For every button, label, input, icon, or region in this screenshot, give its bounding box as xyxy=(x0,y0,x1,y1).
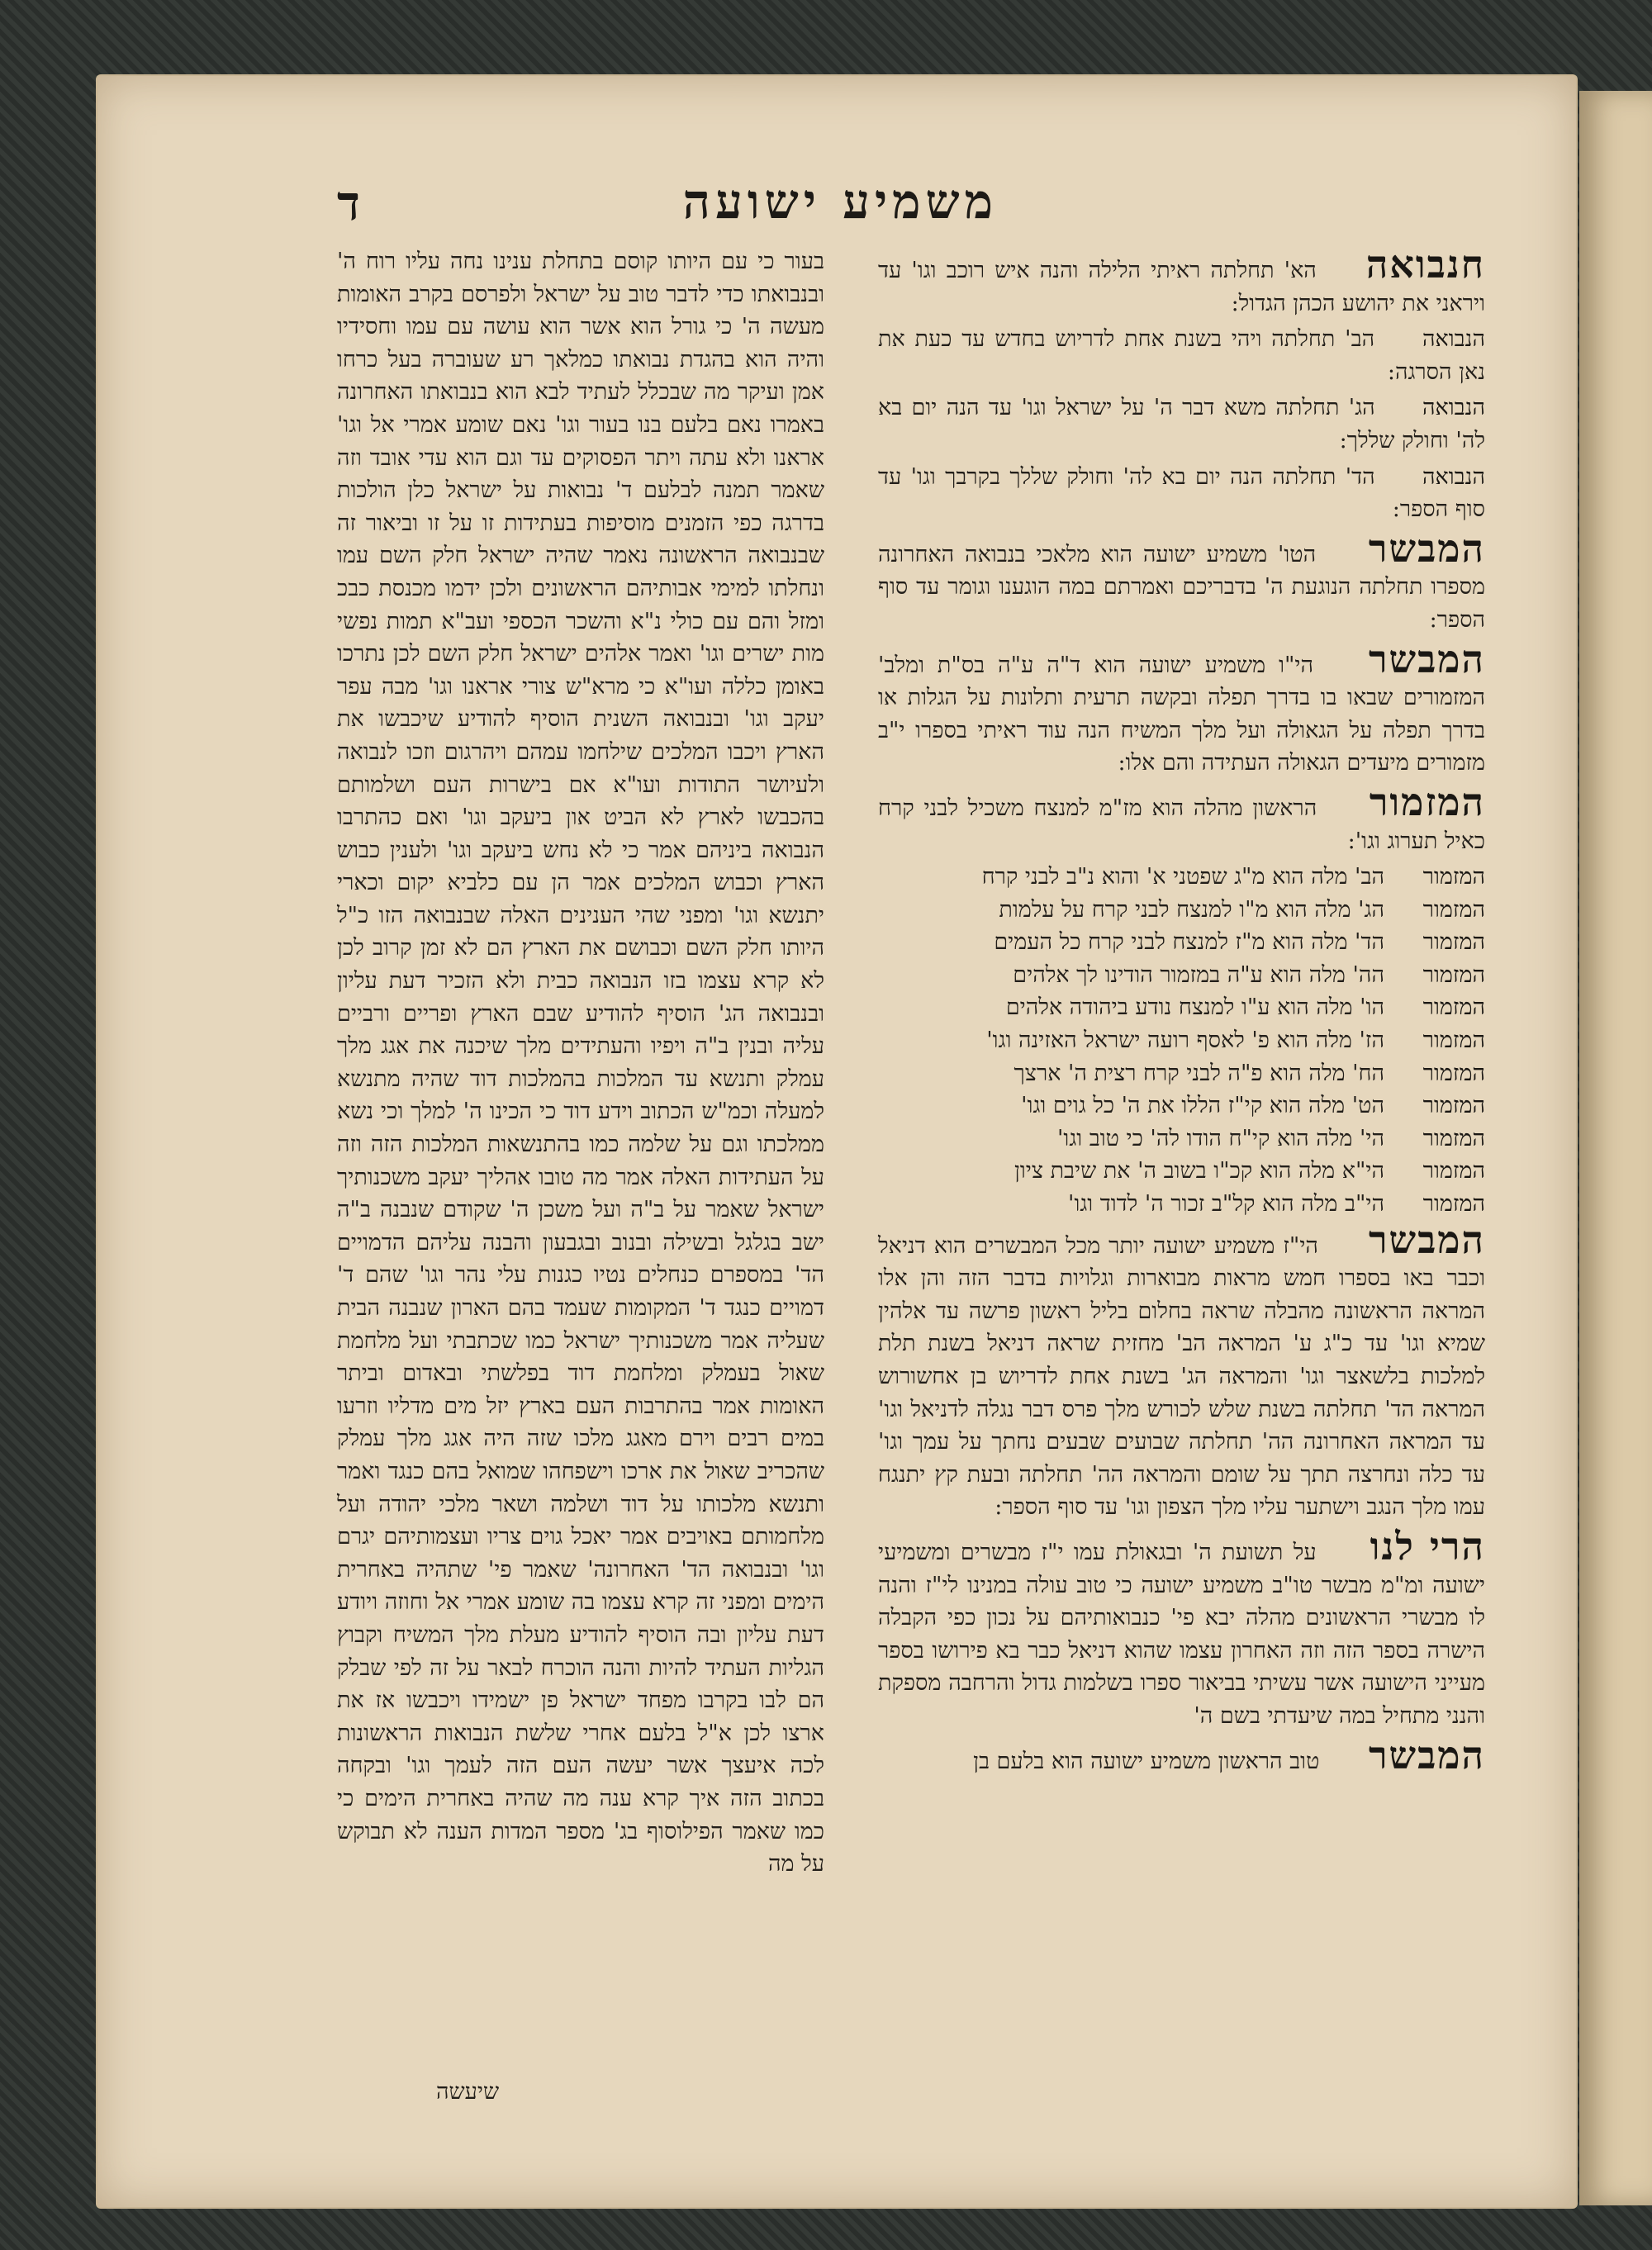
left-column xyxy=(337,245,824,1881)
entry-text: טוב הראשון משמיע ישועה הוא בלעם בן xyxy=(973,1748,1320,1774)
entry-label: הנבואה xyxy=(1422,395,1485,421)
entry-text: הי' מלה הוא קי"ח הודו לה' כי טוב וגו' xyxy=(1057,1125,1384,1151)
entry-text: הו' מלה הוא ע"ו למנצח נודע ביהודה אלהים xyxy=(1005,994,1384,1021)
mevaser-entry xyxy=(878,636,1485,780)
final-entry xyxy=(878,1732,1485,1778)
entry-label: המזמור xyxy=(1422,896,1485,923)
entry-text: הה' מלה הוא ע"ה במזמור הודינו לך אלהים xyxy=(1013,961,1384,988)
entry-text: הח' מלה הוא פ"ה לבני קרח רצית ה' ארצך xyxy=(1014,1060,1384,1086)
entry-text: הב' מלה הוא מ"ג שפטני א' והוא נ"ב לבני קרח xyxy=(981,864,1384,890)
psalm-entry xyxy=(878,861,1485,894)
entry-label: המזמור xyxy=(1422,1158,1485,1184)
section-label: המבשר xyxy=(1368,1217,1485,1262)
entry-text: הג' תחלתה משא דבר ה' על ישראל וגו' עד הנה יום בא לה' וחולק שללך: xyxy=(878,395,1485,453)
intro-entry xyxy=(878,242,1485,320)
entry-label: המזמור xyxy=(1422,1060,1485,1086)
entry-text: הג' מלה הוא מ"ו למנצח לבני קרח על עלמות xyxy=(999,896,1384,923)
psalm-entry xyxy=(878,1089,1485,1123)
facing-page-edge xyxy=(1579,91,1652,2205)
psalm-entry xyxy=(878,991,1485,1024)
entry-text: הי"ב מלה הוא קל"ב זכור ה' לדוד וגו' xyxy=(1068,1191,1384,1218)
running-title: משמיע ישועה xyxy=(682,173,998,230)
closing-entry xyxy=(878,1523,1485,1733)
entry-text: הד' תחלתה הנה יום בא לה' וחולק שללך בקרבך וגו' עד סוף הספר: xyxy=(878,463,1485,523)
entry-text: הי"ז משמיע ישועה יותר מכל המבשרים הוא דניאל וכבר באו בספרו חמש מראות מבוארות וגלויות בדבר הזה והן אלו המראה הראשונה מהבלה שראה בחלום בליל ראשון פרשה עד אלהין שמיא וגו' עד כ"ג ע' המראה הב' מחזית שראה דניאל בשנת תלת למלכות בלשאצר וגו' והמראה הג' בשנת אחת לדריוש בן אחשורוש המראה הד' תחלתה בשנת שלש לכורש מלך פרס דבר נגלה לדניאל וגו' עד המראה האחרונה הה' תחלתה שבועים שבעים נחתך על עמך וגו' עד כלה ונחרצה תתך על שומם והמראה הה' תחלתה ובעת קץ יתנגח עמו מלך הנגב וישתער עליו מלך הצפון וגו' עד סוף הספר: xyxy=(878,1232,1485,1521)
body-paragraph: בעור כי עם היותו קוסם בתחלת ענינו נחה עליו רוח ה' ובנבואתו כדי לדבר טוב על ישראל ולפרסם בקרב האומות מעשה ה' כי גורל הוא אשר הוא עושה עם עמו וחסידיו והיה הוא בהגדת נבואתו כמלאך רע שעוברה בעל כרחו אמן ועיקר מה שבכלל לעתיד לבא הוא בנבואתו האחרונה באמרו נאם בלעם בנו בעור וגו' נאם שומע אמרי אל וגו' אראנו ולא עתה ויתר הפסוקים עד וגם הוא עדי אובד וזה שאמר תמנה לבלעם ד' נבואות על ישראל כלן הולכות בדרגה כפי הזמנים מוסיפות בעתידות זו על זו וביאור זה שבנבואה הראשונה נאמר שהיה ישראל חלק השם עמו ונחלתו למימי אבותיהם הראשונים ולכן ידמו מכנסת כבכ ומזל והם עם כולי נ"א והשכר הכספי ועב"א תמות נפשי מות ישרים וגו' ואמר אלהים ישראל חלק השם לכן נתרכו באומן כללה ועו"א כי מרא"ש צורי אראנו וגו' מבה עפר יעקב וגו' ובנבואה השנית הוסיף להודיע שיכבשו את הארץ ויכבו המלכים שילחמו עמהם ויהרגום וזכו לנבואה ולעיושר התודות ועו"א אם בישרות העם ושלמותם בהכבשו לארץ לא הביט און ביעקב וגו' ואם כהתרבו הנבואה ביניהם אמר כי לא נחש ביעקב וגו' ולענין כבוש הארץ וכבוש המלכים אמר הן עם כלביא יקום וכארי יתנשא וגו' ומפני שהי הענינים האלה שבנבואה הזו כ"ל היותו חלק השם וכבושם את הארץ הם לא זמן קרוב לכן לא קרא עצמו בזו הנבואה כבית ולא הזכיר דעת עליון ובנבואה הג' הוסיף להודיע שבם הארץ ופריים ורביים עליה ובנין ב"ה ויפיו והעתידים מלך שיכנה את אגג מלך עמלק ותנשא עד המלכות בהמלכות דוד שהיה מתנשא למעלה וכמ"ש הכתוב וידע דוד כי הכינו ה' למלך וכי נשא ממלכתו וגם על שלמה כמו בהתנשאות המלכות הזה וזה על העתידות האלה אמר מה טובו אהליך יעקב משכנותיך ישראל שאמר על ב"ה ועל משכן ה' שקודם שנבנה ב"ה ישב בגלגל ובשילה ובנוב ובגבעון והבנה עליהם הדמויים הד' במספרם כנחלים נטיו כגנות עלי נהר וגו' שהם ד' דמויים כנגד ד' המקומות שעמד בהם הארון שנבנה הבית שעליה אמר משכנותיך ישראל כמו שכתבתי ועל מלחמת שאול בעמלק ומלחמת דוד בפלשתי ובאדום וביתר האומות אמר בהתרבות העם בארץ יזל מים מדליו וזרעו במים רבים וירם מאגג מלכו שזה היה אגג מלך עמלק שהכריב שאול את ארכו וישפחהו שמואל בהם כנגד ואמר ותנשא מלכותו על דוד ושלמה ושאר מלכי יהודה ועל מלחמותם באויבים אמר יאכל גוים צריו ועצמותיהם יגרם וגו' ובנבואה הד' האחרונה' שאמר פי' שתהיה באחרית הימים ומפני זה קרא עצמו בה שומע אמרי אל וחוזה ויודע דעת עליון ובה הוסיף להודיע מעלת מלך המשיח וקבוץ הגליות העתיד להיות והנה הוכרח לבאר על זה לפי שבלק הם לבו בקרבו מפחד ישראל פן ישמידו ויכבשו אז את ארצו לכן א"ל בלעם אחרי שלשת הנבואות הראשונות לכה איעצך אשר יעשה העם הזה לעמך וגו' ובקחה בכתוב הזה איך קרא ענה מה שהיה באחרית הימים כי כמו שאמר הפילוסוף בג' מספר המדות הענה לא תבוקש על מה xyxy=(337,249,824,1877)
psalm-entry xyxy=(878,1057,1485,1090)
mevaser-entry xyxy=(878,1217,1485,1524)
prophecy-entry xyxy=(878,323,1485,388)
section-label: המזמור xyxy=(1369,779,1485,824)
psalm-entry xyxy=(878,1123,1485,1156)
psalm-entry xyxy=(878,959,1485,992)
folio-number: ד xyxy=(337,175,360,231)
mizmor-intro-entry xyxy=(878,779,1485,857)
entry-label: המזמור xyxy=(1422,864,1485,890)
entry-text: הטו' משמיע ישועה הוא מלאכי בנבואה האחרונה מספרו תחלתה הנוגעת ה' בדבריכם ואמרתם במה הוגענו וגומר עד סוף הספר: xyxy=(878,541,1485,633)
section-label: הרי לנו xyxy=(1370,1523,1485,1569)
entry-text: הי"ו משמיע ישועה הוא ד"ה ע"ה בס"ת ומלב' המזמורים שבאו בו בדרך תפלה ובקשה תרעית ותלונות על הגלות או בדרך תפלה על הגאולה ועל מלך המשיח הנה עוד ראיתי בספרו י"ב מזמורים מיעדים הגאולה העתידה והם אלו: xyxy=(878,652,1485,776)
psalm-entry xyxy=(878,894,1485,927)
psalm-entry xyxy=(878,1024,1485,1057)
entry-text: הי"א מלה הוא קכ"ו בשוב ה' את שיבת ציון xyxy=(1014,1158,1384,1184)
psalm-entry xyxy=(878,1155,1485,1188)
psalm-entry xyxy=(878,926,1485,959)
entry-label: המזמור xyxy=(1422,994,1485,1021)
catchword: שיעשה xyxy=(436,2079,500,2105)
entry-label: המזמור xyxy=(1422,929,1485,956)
prophecy-entry xyxy=(878,392,1485,457)
right-column xyxy=(878,242,1485,1781)
entry-text: על תשועת ה' ובגאולת עמו י"ז מבשרים ומשמיעי ישועה ומ"מ מבשר טו"ב משמיע ישועה כי טוב עולה במנינו לי"ז והנה לו מבשרי הראשונים מהלה יבא פי' כנבואותיהם על נכון כפי הקבלה הישרה בספר הזה וזה האחרון עצמו שהוא דניאל כבר בא פירושו בספר מעייני הישועה אשר עשיתי בביאור ספרו בשלמות גדול והרחבה מספקת והנני מתחיל במה שיעדתי בשם ה' xyxy=(878,1539,1485,1729)
entry-text: הד' מלה הוא מ"ז למנצח לבני קרח כל העמים xyxy=(994,929,1384,956)
entry-text: הז' מלה הוא פ' לאסף רועה ישראל האזינה וגו' xyxy=(986,1028,1384,1054)
prophecy-entry xyxy=(878,461,1485,526)
entry-label: המזמור xyxy=(1422,1125,1485,1151)
entry-text: הראשון מהלה הוא מז"מ למנצח משכיל לבני קרח כאיל תערוג וגו': xyxy=(878,795,1485,854)
entry-label: המזמור xyxy=(1422,1028,1485,1054)
section-label: המבשר xyxy=(1368,636,1485,681)
entry-text: הא' תחלתה ראיתי הלילה והנה איש רוכב וגו' עד ויראני את יהושע הכהן הגדול: xyxy=(878,258,1485,316)
psalm-entry xyxy=(878,1188,1485,1221)
section-label: חנבואה xyxy=(1365,242,1485,287)
entry-label: הנבואה xyxy=(1422,326,1485,353)
entry-label: המזמור xyxy=(1422,961,1485,988)
entry-text: הט' מלה הוא קי"ז הללו את ה' כל גוים וגו' xyxy=(1021,1093,1384,1119)
entry-text: הב' תחלתה ויהי בשנת אחת לדריוש בחדש עד כעת את נאן הסרגה: xyxy=(878,326,1485,385)
entry-label: הנבואה xyxy=(1422,463,1485,490)
section-label: המבשר xyxy=(1368,1732,1485,1778)
book-page xyxy=(97,76,1576,2207)
page-header xyxy=(97,173,1576,248)
section-label: המבשר xyxy=(1368,525,1485,571)
entry-label: המזמור xyxy=(1422,1093,1485,1119)
entry-label: המזמור xyxy=(1422,1191,1485,1218)
mevaser-entry xyxy=(878,525,1485,637)
